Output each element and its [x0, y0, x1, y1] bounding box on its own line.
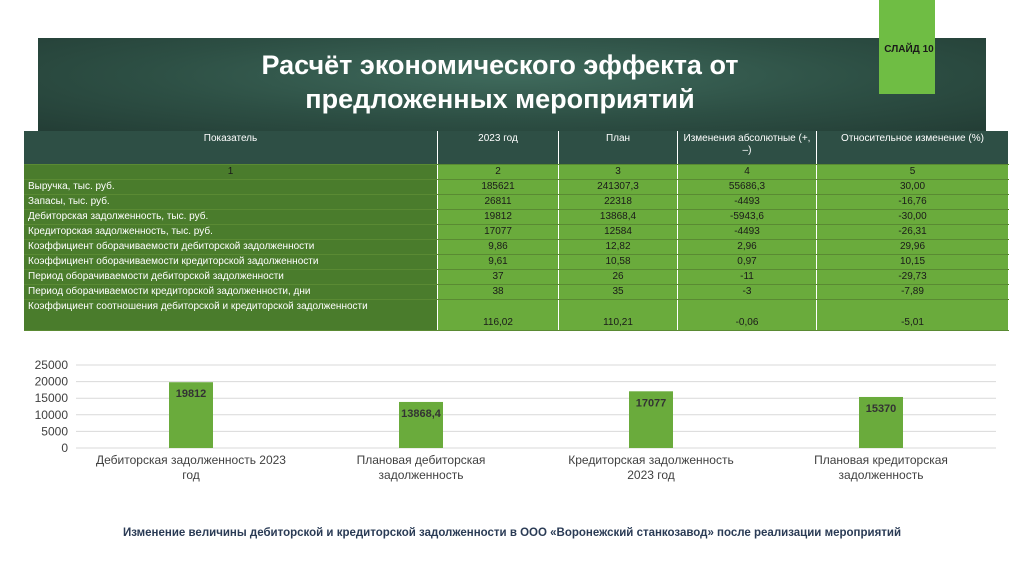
- cell-plan: 110,21: [559, 300, 678, 331]
- header-2023: 2023 год: [438, 131, 559, 165]
- slide-title: [150, 48, 850, 116]
- cell-abs: 2,96: [678, 240, 817, 255]
- cell-plan: 13868,4: [559, 210, 678, 225]
- cell-2023: 9,86: [438, 240, 559, 255]
- row-label: Коэффициент соотношения дебиторской и кредиторской задолженности: [24, 300, 438, 331]
- header-plan: План: [559, 131, 678, 165]
- cell-rel: -16,76: [817, 195, 1009, 210]
- y-tick-label: 25000: [34, 358, 68, 372]
- table-row: [24, 255, 1009, 270]
- slide-title-line1: Расчёт экономического эффекта от: [261, 50, 739, 80]
- table-row: [24, 165, 1009, 180]
- y-tick-label: 0: [61, 441, 68, 455]
- slide-number: СЛАЙД 10: [884, 44, 934, 55]
- cell-plan: 12,82: [559, 240, 678, 255]
- cell-2023: 26811: [438, 195, 559, 210]
- cell-abs: -4493: [678, 195, 817, 210]
- cell-2023: 2: [438, 165, 559, 180]
- cell-2023: 17077: [438, 225, 559, 240]
- cell-rel: -5,01: [817, 300, 1009, 331]
- table-row: [24, 225, 1009, 240]
- row-label: Коэффициент оборачиваемости дебиторской задолженности: [24, 240, 438, 255]
- cell-plan: 26: [559, 270, 678, 285]
- cell-rel: -7,89: [817, 285, 1009, 300]
- cell-plan: 12584: [559, 225, 678, 240]
- row-label: Период оборачиваемости кредиторской задолженности, дни: [24, 285, 438, 300]
- x-tick-label-line: Плановая кредиторская: [814, 453, 948, 467]
- table-row: [24, 240, 1009, 255]
- cell-rel: -26,31: [817, 225, 1009, 240]
- row-label: Запасы, тыс. руб.: [24, 195, 438, 210]
- cell-rel: -29,73: [817, 270, 1009, 285]
- header-abs-change: Изменения абсолютные (+, –): [678, 131, 817, 165]
- table-row: [24, 195, 1009, 210]
- cell-2023: 185621: [438, 180, 559, 195]
- row-label: Выручка, тыс. руб.: [24, 180, 438, 195]
- table-row: [24, 180, 1009, 195]
- row-label: Кредиторская задолженность, тыс. руб.: [24, 225, 438, 240]
- x-tick-label-line: 2023 год: [627, 468, 675, 482]
- cell-abs: -4493: [678, 225, 817, 240]
- y-tick-label: 20000: [34, 374, 68, 389]
- cell-2023: 116,02: [438, 300, 559, 331]
- x-tick-label-line: год: [182, 468, 200, 482]
- header-indicator: Показатель: [24, 131, 438, 165]
- indicators-table: [24, 131, 1009, 331]
- x-tick-label: [357, 453, 486, 482]
- data-label: 19812: [175, 388, 207, 401]
- cell-abs: -11: [678, 270, 817, 285]
- cell-abs: -0,06: [678, 300, 817, 331]
- cell-rel: -30,00: [817, 210, 1009, 225]
- cell-abs: -3: [678, 285, 817, 300]
- x-tick-label-line: Дебиторская задолженность 2023: [96, 453, 286, 467]
- row-label: 1: [24, 165, 438, 180]
- cell-plan: 22318: [559, 195, 678, 210]
- cell-plan: 241307,3: [559, 180, 678, 195]
- cell-2023: 38: [438, 285, 559, 300]
- x-tick-label-line: задолженность: [838, 468, 924, 482]
- table-row: [24, 300, 1009, 331]
- cell-abs: -5943,6: [678, 210, 817, 225]
- x-tick-label-line: Кредиторская задолженность: [568, 453, 734, 467]
- table-row: [24, 285, 1009, 300]
- row-label: Период оборачиваемости дебиторской задолженности: [24, 270, 438, 285]
- header-rel-change: Относительное изменение (%): [817, 131, 1009, 165]
- x-tick-label: [96, 453, 286, 482]
- x-tick-label-line: Плановая дебиторская: [356, 453, 486, 467]
- table-header-row: [24, 131, 1009, 165]
- cell-2023: 37: [438, 270, 559, 285]
- cell-rel: 30,00: [817, 180, 1009, 195]
- cell-2023: 9,61: [438, 255, 559, 270]
- cell-2023: 19812: [438, 210, 559, 225]
- table-row: [24, 270, 1009, 285]
- chart-caption: Изменение величины дебиторской и кредиторской задолженности в ООО «Воронежский станкозавод» после реализации мероприятий: [122, 527, 902, 539]
- x-tick-label: [568, 453, 733, 482]
- cell-rel: 5: [817, 165, 1009, 180]
- row-label: Коэффициент оборачиваемости кредиторской задолженности: [24, 255, 438, 270]
- slide-title-line2: предложенных мероприятий: [305, 84, 695, 114]
- cell-abs: 4: [678, 165, 817, 180]
- cell-plan: 3: [559, 165, 678, 180]
- y-tick-label: 15000: [34, 391, 68, 406]
- table-row: [24, 210, 1009, 225]
- cell-abs: 0,97: [678, 255, 817, 270]
- cell-abs: 55686,3: [678, 180, 817, 195]
- row-label: Дебиторская задолженность, тыс. руб.: [24, 210, 438, 225]
- cell-rel: 29,96: [817, 240, 1009, 255]
- x-tick-label-line: задолженность: [378, 468, 464, 482]
- data-label: 17077: [635, 397, 667, 410]
- y-tick-label: 10000: [34, 407, 68, 422]
- y-tick-label: 5000: [41, 424, 68, 439]
- debt-bar-chart: [0, 355, 1024, 495]
- data-label: 13868,4: [401, 407, 441, 420]
- cell-plan: 35: [559, 285, 678, 300]
- cell-rel: 10,15: [817, 255, 1009, 270]
- x-tick-label: [814, 453, 948, 482]
- cell-plan: 10,58: [559, 255, 678, 270]
- data-label: 15370: [865, 402, 897, 415]
